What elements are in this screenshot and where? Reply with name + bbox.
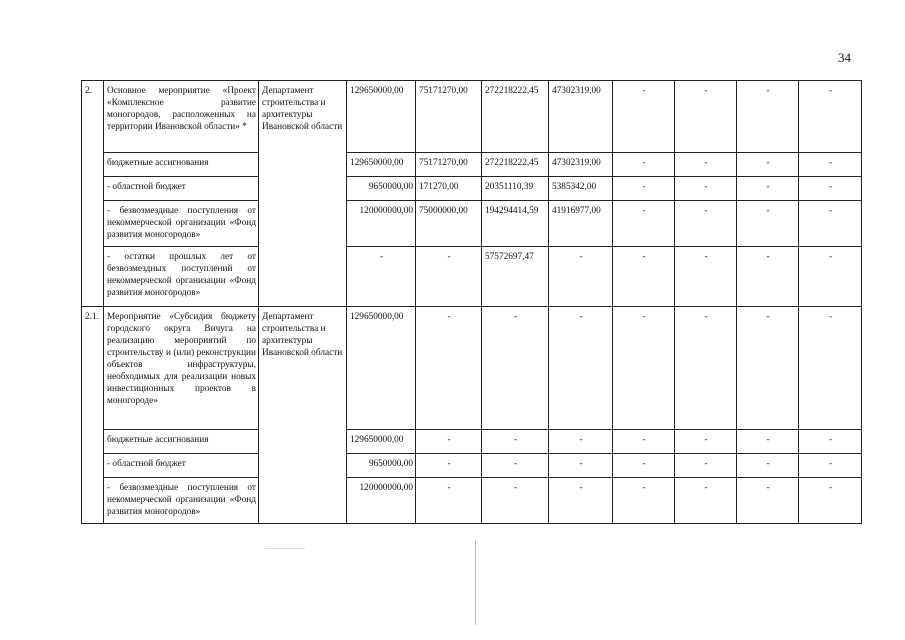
amount-cell: - [613,430,675,454]
amount-cell: 9650000,00 [347,177,416,201]
amount-cell: - [737,478,799,524]
amount-cell: - [737,430,799,454]
amount-cell: - [799,201,862,247]
amount-cell: - [482,478,549,524]
table-row [82,307,862,430]
amount-cell: - [799,81,862,153]
amount-cell: - [482,430,549,454]
amount-cell: 75171270,00 [416,81,482,153]
amount-cell: - [675,430,737,454]
amount-cell: - [737,307,799,430]
amount-cell: 9650000,00 [347,454,416,478]
amount-cell: 20351110,39 [482,177,549,201]
item-name: - остатки прошлых лет от безвозмездных поступлений от некоммерческой организации «Фонд развития моногородов» [104,247,259,307]
amount-cell: - [799,454,862,478]
amount-cell: - [613,454,675,478]
amount-cell: 57572697,47 [482,247,549,307]
amount-cell: - [737,454,799,478]
amount-cell: 129650000,00 [347,81,416,153]
table-row [82,81,862,153]
amount-cell: - [416,454,482,478]
amount-cell: - [799,177,862,201]
amount-cell: - [675,247,737,307]
amount-cell: - [613,307,675,430]
amount-cell: - [613,177,675,201]
item-name: - областной бюджет [104,454,259,478]
item-name: Основное мероприятие «Проект «Комплексное развитие моногородов, расположенных на территории Ивановской области» * [104,81,259,153]
table-row [82,430,862,454]
budget-table [81,80,862,524]
amount-cell: - [799,430,862,454]
table-row [82,153,862,177]
amount-cell: - [675,307,737,430]
amount-cell: - [799,247,862,307]
amount-cell: 129650000,00 [347,307,416,430]
amount-cell: 47302319,00 [549,153,613,177]
amount-cell: - [549,247,613,307]
amount-cell: - [613,153,675,177]
amount-cell: - [549,307,613,430]
amount-cell: - [416,247,482,307]
item-name: - областной бюджет [104,177,259,201]
table-row [82,454,862,478]
amount-cell: - [675,478,737,524]
amount-cell: - [549,430,613,454]
amount-cell: - [675,153,737,177]
amount-cell: - [675,454,737,478]
amount-cell: - [737,247,799,307]
executor: Департамент строительства и архитектуры Ивановской области [259,307,347,524]
table-row [82,177,862,201]
amount-cell: - [737,177,799,201]
amount-cell: 75171270,00 [416,153,482,177]
amount-cell: 47302319,00 [549,81,613,153]
item-name: бюджетные ассигнования [104,430,259,454]
amount-cell: - [799,153,862,177]
amount-cell: 120000000,00 [347,201,416,247]
amount-cell: - [799,478,862,524]
amount-cell: 194294414,59 [482,201,549,247]
amount-cell: - [737,81,799,153]
amount-cell: 129650000,00 [347,153,416,177]
amount-cell: - [416,307,482,430]
amount-cell: - [347,247,416,307]
item-name: - безвозмездные поступления от некоммерческой организации «Фонд развития моногородов» [104,201,259,247]
amount-cell: - [416,430,482,454]
page-number: 34 [838,50,851,65]
amount-cell: - [675,81,737,153]
amount-cell: - [613,81,675,153]
amount-cell: 129650000,00 [347,430,416,454]
amount-cell: - [799,307,862,430]
amount-cell: - [482,454,549,478]
amount-cell: 75000000,00 [416,201,482,247]
executor: Департамент строительства и архитектуры Ивановской области [259,81,347,307]
scan-artifact [265,548,305,549]
amount-cell: - [549,454,613,478]
amount-cell: - [737,201,799,247]
amount-cell: 5385342,00 [549,177,613,201]
row-number: 2.1. [82,307,104,524]
amount-cell: 272218222,45 [482,81,549,153]
item-name: - безвозмездные поступления от некоммерческой организации «Фонд развития моногородов» [104,478,259,524]
amount-cell: - [675,177,737,201]
amount-cell: - [549,478,613,524]
scan-artifact [475,540,476,625]
amount-cell: - [613,247,675,307]
amount-cell: - [737,153,799,177]
amount-cell: 171270,00 [416,177,482,201]
amount-cell: - [675,201,737,247]
amount-cell: - [416,478,482,524]
amount-cell: - [613,478,675,524]
table-row [82,201,862,247]
item-name: бюджетные ассигнования [104,153,259,177]
item-name: Мероприятие «Субсидия бюджету городского округа Вичуга на реализацию мероприятий по строительству и (или) реконструкции объектов инфраструктуры, необходимых для реализации новых инвестиционных проектов в моногороде» [104,307,259,430]
row-number: 2. [82,81,104,307]
amount-cell: - [613,201,675,247]
amount-cell: - [482,307,549,430]
amount-cell: 272218222,45 [482,153,549,177]
amount-cell: 41916977,00 [549,201,613,247]
table-row [82,478,862,524]
table-row [82,247,862,307]
amount-cell: 120000000,00 [347,478,416,524]
